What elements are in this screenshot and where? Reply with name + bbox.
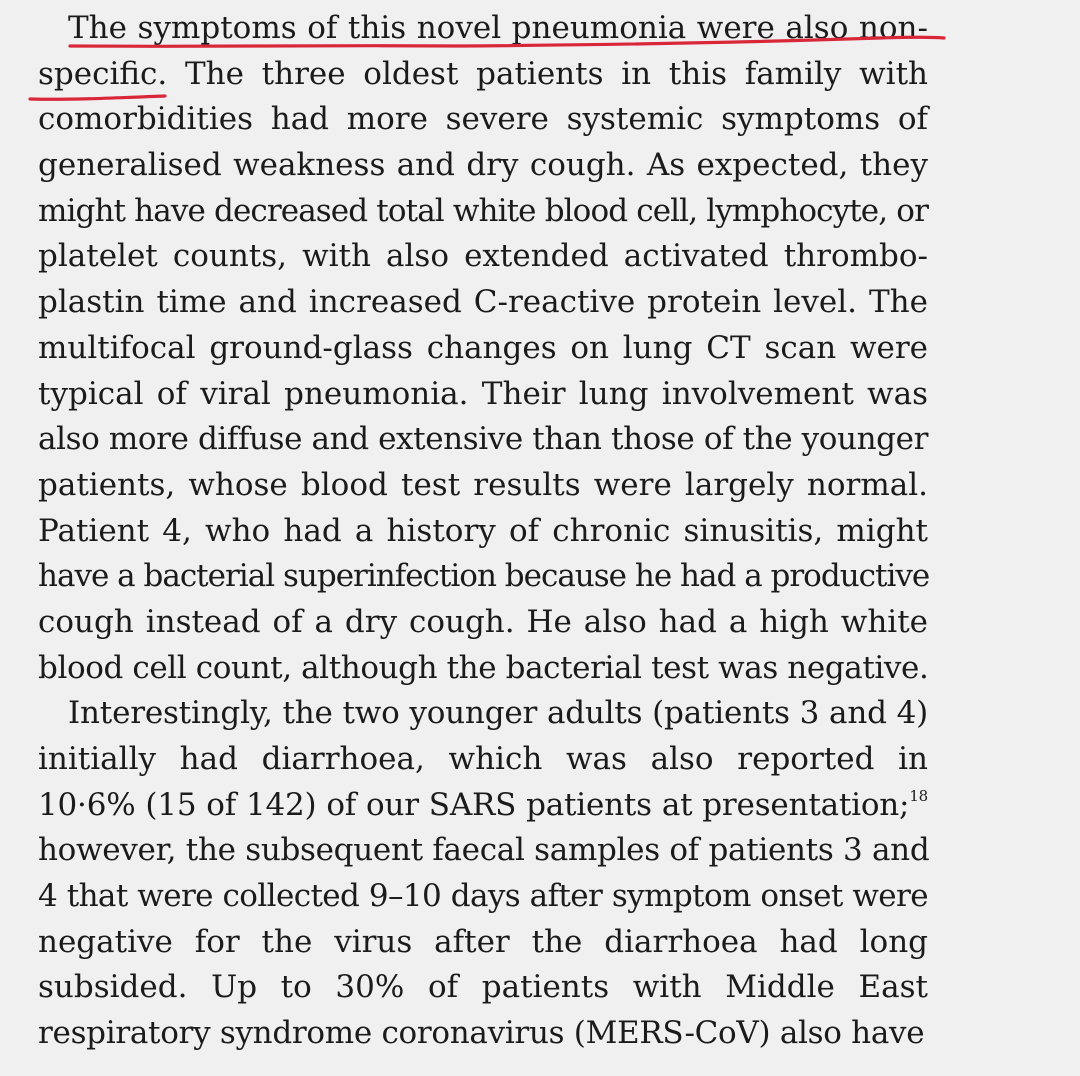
article-text-column xyxy=(38,6,928,1057)
text-line: respiratory syndrome coronavirus (MERS-CoV) also have xyxy=(38,1015,925,1052)
text-line: might have decreased total white blood cell, lymphocyte, or xyxy=(38,192,928,229)
text-line: negative for the virus after the diarrhoea had long xyxy=(38,923,928,960)
text-line: have a bacterial superinfection because he had a productive xyxy=(38,558,930,595)
text-line: patients, whose blood test results were largely normal. xyxy=(38,466,928,503)
text-line: comorbidities had more severe systemic symptoms of xyxy=(38,101,928,138)
text-line: however, the subsequent faecal samples of patients 3 and xyxy=(38,832,930,869)
citation-reference: 18 xyxy=(909,786,928,805)
text-line: subsided. Up to 30% of patients with Middle East xyxy=(38,969,928,1006)
text-line: plastin time and increased C-reactive protein level. The xyxy=(38,284,928,321)
text-line: initially had diarrhoea, which was also reported in xyxy=(38,741,928,777)
text-line: cough instead of a dry cough. He also had a high white xyxy=(38,603,928,640)
text-line: blood cell count, although the bacterial test was negative. xyxy=(38,649,929,686)
text-line-with-citation xyxy=(38,783,928,829)
paragraph-symptoms xyxy=(38,6,928,691)
text-line: The symptoms of this novel pneumonia were also non- xyxy=(68,10,928,46)
paragraph-diarrhoea xyxy=(38,691,928,1057)
text-line: 4 that were collected 9–10 days after symptom onset were xyxy=(38,878,928,915)
text-line: generalised weakness and dry cough. As expected, they xyxy=(38,147,928,184)
text-line: Interestingly, the two younger adults (patients 3 and 4) xyxy=(68,695,928,732)
cropped-previous-line xyxy=(38,0,517,6)
text-line: multifocal ground-glass changes on lung CT scan were xyxy=(38,329,928,366)
text-line: Patient 4, who had a history of chronic sinusitis, might xyxy=(38,512,928,549)
text-span: 10·6% (15 of 142) of our SARS patients at presentation; xyxy=(38,786,910,823)
text-line: typical of viral pneumonia. Their lung involvement was xyxy=(38,375,928,412)
text-line: platelet counts, with also extended activated thrombo- xyxy=(38,238,928,275)
text-line: also more diffuse and extensive than those of the younger xyxy=(38,421,928,458)
text-line: specific. The three oldest patients in this family with xyxy=(38,55,928,92)
